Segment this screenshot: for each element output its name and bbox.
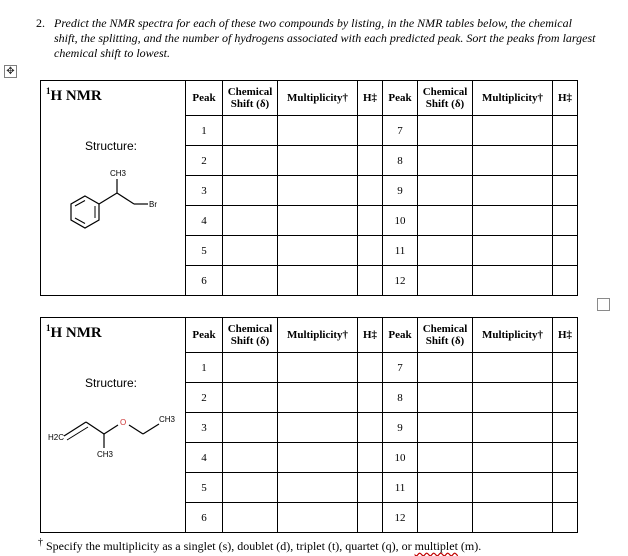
multiplicity-header: Multiplicity† (473, 81, 553, 116)
shift-cell[interactable] (418, 116, 473, 146)
peak-number: 8 (383, 146, 418, 176)
hydrogens-cell[interactable] (553, 176, 578, 206)
multiplicity-cell[interactable] (278, 266, 358, 296)
multiplicity-cell[interactable] (278, 236, 358, 266)
peak-number: 8 (383, 383, 418, 413)
shift-cell[interactable] (223, 236, 278, 266)
peak-number: 6 (186, 266, 223, 296)
shift-cell[interactable] (418, 236, 473, 266)
multiplicity-cell[interactable] (278, 116, 358, 146)
ch3-label: CH3 (97, 450, 114, 459)
molecule-structure-2 (43, 406, 183, 466)
shift-cell[interactable] (223, 116, 278, 146)
ch3-label: CH3 (159, 415, 176, 424)
multiplicity-cell[interactable] (473, 473, 553, 503)
multiplicity-cell[interactable] (278, 473, 358, 503)
peak-header: Peak (383, 81, 418, 116)
oxygen-label: O (120, 418, 127, 427)
multiplicity-cell[interactable] (278, 503, 358, 533)
hydrogens-cell[interactable] (553, 383, 578, 413)
peak-header: Peak (186, 318, 223, 353)
shift-cell[interactable] (223, 176, 278, 206)
question-number: 2. (36, 16, 45, 30)
structure-label: Structure: (85, 139, 138, 153)
hydrogens-cell[interactable] (358, 443, 383, 473)
hydrogens-cell[interactable] (358, 473, 383, 503)
hydrogens-cell[interactable] (358, 176, 383, 206)
hydrogens-cell[interactable] (358, 236, 383, 266)
shift-cell[interactable] (418, 473, 473, 503)
peak-header: Peak (186, 81, 223, 116)
peak-number: 5 (186, 236, 223, 266)
peak-number: 10 (383, 443, 418, 473)
hydrogens-header: H‡ (358, 318, 383, 353)
multiplicity-cell[interactable] (278, 146, 358, 176)
multiplicity-cell[interactable] (278, 206, 358, 236)
ch3-label: CH3 (110, 169, 127, 178)
multiplicity-cell[interactable] (473, 443, 553, 473)
shift-cell[interactable] (223, 413, 278, 443)
multiplicity-cell[interactable] (473, 146, 553, 176)
peak-number: 9 (383, 413, 418, 443)
shift-cell[interactable] (418, 383, 473, 413)
hydrogens-header: H‡ (553, 318, 578, 353)
h2c-label: H2C (48, 433, 65, 442)
peak-number: 2 (186, 146, 223, 176)
shift-header: Chemical Shift (δ) (418, 318, 473, 353)
peak-number: 2 (186, 383, 223, 413)
multiplicity-header: Multiplicity† (473, 318, 553, 353)
footnote-text: Specify the multiplicity as a singlet (s), doublet (d), triplet (t), quartet (q), or (46, 539, 412, 553)
hydrogens-cell[interactable] (358, 116, 383, 146)
hydrogens-cell[interactable] (553, 236, 578, 266)
multiplicity-cell[interactable] (473, 353, 553, 383)
shift-cell[interactable] (418, 443, 473, 473)
hydrogens-header: H‡ (358, 81, 383, 116)
hydrogens-cell[interactable] (553, 473, 578, 503)
multiplicity-cell[interactable] (473, 206, 553, 236)
multiplicity-cell[interactable] (278, 413, 358, 443)
multiplicity-header: Multiplicity† (278, 81, 358, 116)
multiplicity-cell[interactable] (473, 176, 553, 206)
shift-cell[interactable] (418, 176, 473, 206)
question-text: Predict the NMR spectra for each of these two compounds by listing, in the NMR tables below, the chemical shift, the splitting, and the number of hydrogens associated with each predicted peak. Sort the peaks from largest chemical shift to lowest. (54, 16, 596, 60)
hydrogens-cell[interactable] (358, 413, 383, 443)
shift-cell[interactable] (418, 503, 473, 533)
shift-cell[interactable] (418, 266, 473, 296)
shift-cell[interactable] (223, 383, 278, 413)
shift-header: Chemical Shift (δ) (223, 318, 278, 353)
shift-cell[interactable] (223, 146, 278, 176)
hydrogens-cell[interactable] (358, 206, 383, 236)
shift-cell[interactable] (223, 353, 278, 383)
shift-cell[interactable] (418, 206, 473, 236)
multiplicity-cell[interactable] (278, 383, 358, 413)
table-move-handle-icon[interactable]: ✥ (4, 65, 17, 78)
multiplicity-cell[interactable] (473, 266, 553, 296)
multiplicity-header: Multiplicity† (278, 318, 358, 353)
structure-cell (41, 81, 186, 296)
table-title: $^1$H NMR (46, 323, 102, 341)
hydrogens-cell[interactable] (358, 266, 383, 296)
peak-number: 4 (186, 206, 223, 236)
nmr-table-2 (40, 317, 578, 533)
multiplicity-cell[interactable] (473, 503, 553, 533)
shift-cell[interactable] (223, 473, 278, 503)
peak-number: 11 (383, 236, 418, 266)
peak-number: 1 (186, 116, 223, 146)
hydrogens-cell[interactable] (358, 353, 383, 383)
shift-cell[interactable] (418, 353, 473, 383)
peak-number: 6 (186, 503, 223, 533)
shift-header: Chemical Shift (δ) (223, 81, 278, 116)
multiplicity-cell[interactable] (473, 383, 553, 413)
structure-label: Structure: (85, 376, 138, 390)
footnote-end: (m). (460, 539, 482, 553)
peak-number: 3 (186, 413, 223, 443)
hydrogens-cell[interactable] (358, 383, 383, 413)
peak-number: 9 (383, 176, 418, 206)
molecule-structure-1 (57, 166, 167, 248)
peak-number: 7 (383, 116, 418, 146)
shift-cell[interactable] (418, 413, 473, 443)
peak-number: 4 (186, 443, 223, 473)
table-title: $^1$H NMR (46, 86, 102, 104)
dagger-mark: † (38, 537, 43, 548)
shift-cell[interactable] (223, 503, 278, 533)
multiplicity-cell[interactable] (473, 236, 553, 266)
peak-number: 5 (186, 473, 223, 503)
multiplicity-cell[interactable] (278, 176, 358, 206)
question-prompt (38, 16, 598, 61)
peak-number: 3 (186, 176, 223, 206)
peak-number: 12 (383, 503, 418, 533)
nmr-table-1 (40, 80, 578, 296)
multiplicity-footnote (38, 537, 481, 554)
structure-cell (41, 318, 186, 533)
peak-number: 10 (383, 206, 418, 236)
peak-number: 7 (383, 353, 418, 383)
hydrogens-cell[interactable] (553, 413, 578, 443)
shift-cell[interactable] (223, 206, 278, 236)
shift-cell[interactable] (223, 266, 278, 296)
multiplicity-cell[interactable] (473, 116, 553, 146)
hydrogens-header: H‡ (553, 81, 578, 116)
hydrogens-cell[interactable] (553, 443, 578, 473)
hydrogens-cell[interactable] (553, 146, 578, 176)
br-label: Br (149, 200, 157, 209)
multiplicity-cell[interactable] (473, 413, 553, 443)
hydrogens-cell[interactable] (553, 353, 578, 383)
hydrogens-cell[interactable] (553, 116, 578, 146)
shift-header: Chemical Shift (δ) (418, 81, 473, 116)
peak-number: 1 (186, 353, 223, 383)
peak-number: 11 (383, 473, 418, 503)
multiplicity-cell[interactable] (278, 443, 358, 473)
peak-number: 12 (383, 266, 418, 296)
multiplicity-cell[interactable] (278, 353, 358, 383)
hydrogens-cell[interactable] (553, 266, 578, 296)
hydrogens-cell[interactable] (553, 206, 578, 236)
footnote-multiplet: multiplet (414, 539, 458, 553)
hydrogens-cell[interactable] (553, 503, 578, 533)
peak-header: Peak (383, 318, 418, 353)
shift-cell[interactable] (223, 443, 278, 473)
table-resize-handle[interactable] (597, 298, 610, 311)
hydrogens-cell[interactable] (358, 146, 383, 176)
shift-cell[interactable] (418, 146, 473, 176)
hydrogens-cell[interactable] (358, 503, 383, 533)
